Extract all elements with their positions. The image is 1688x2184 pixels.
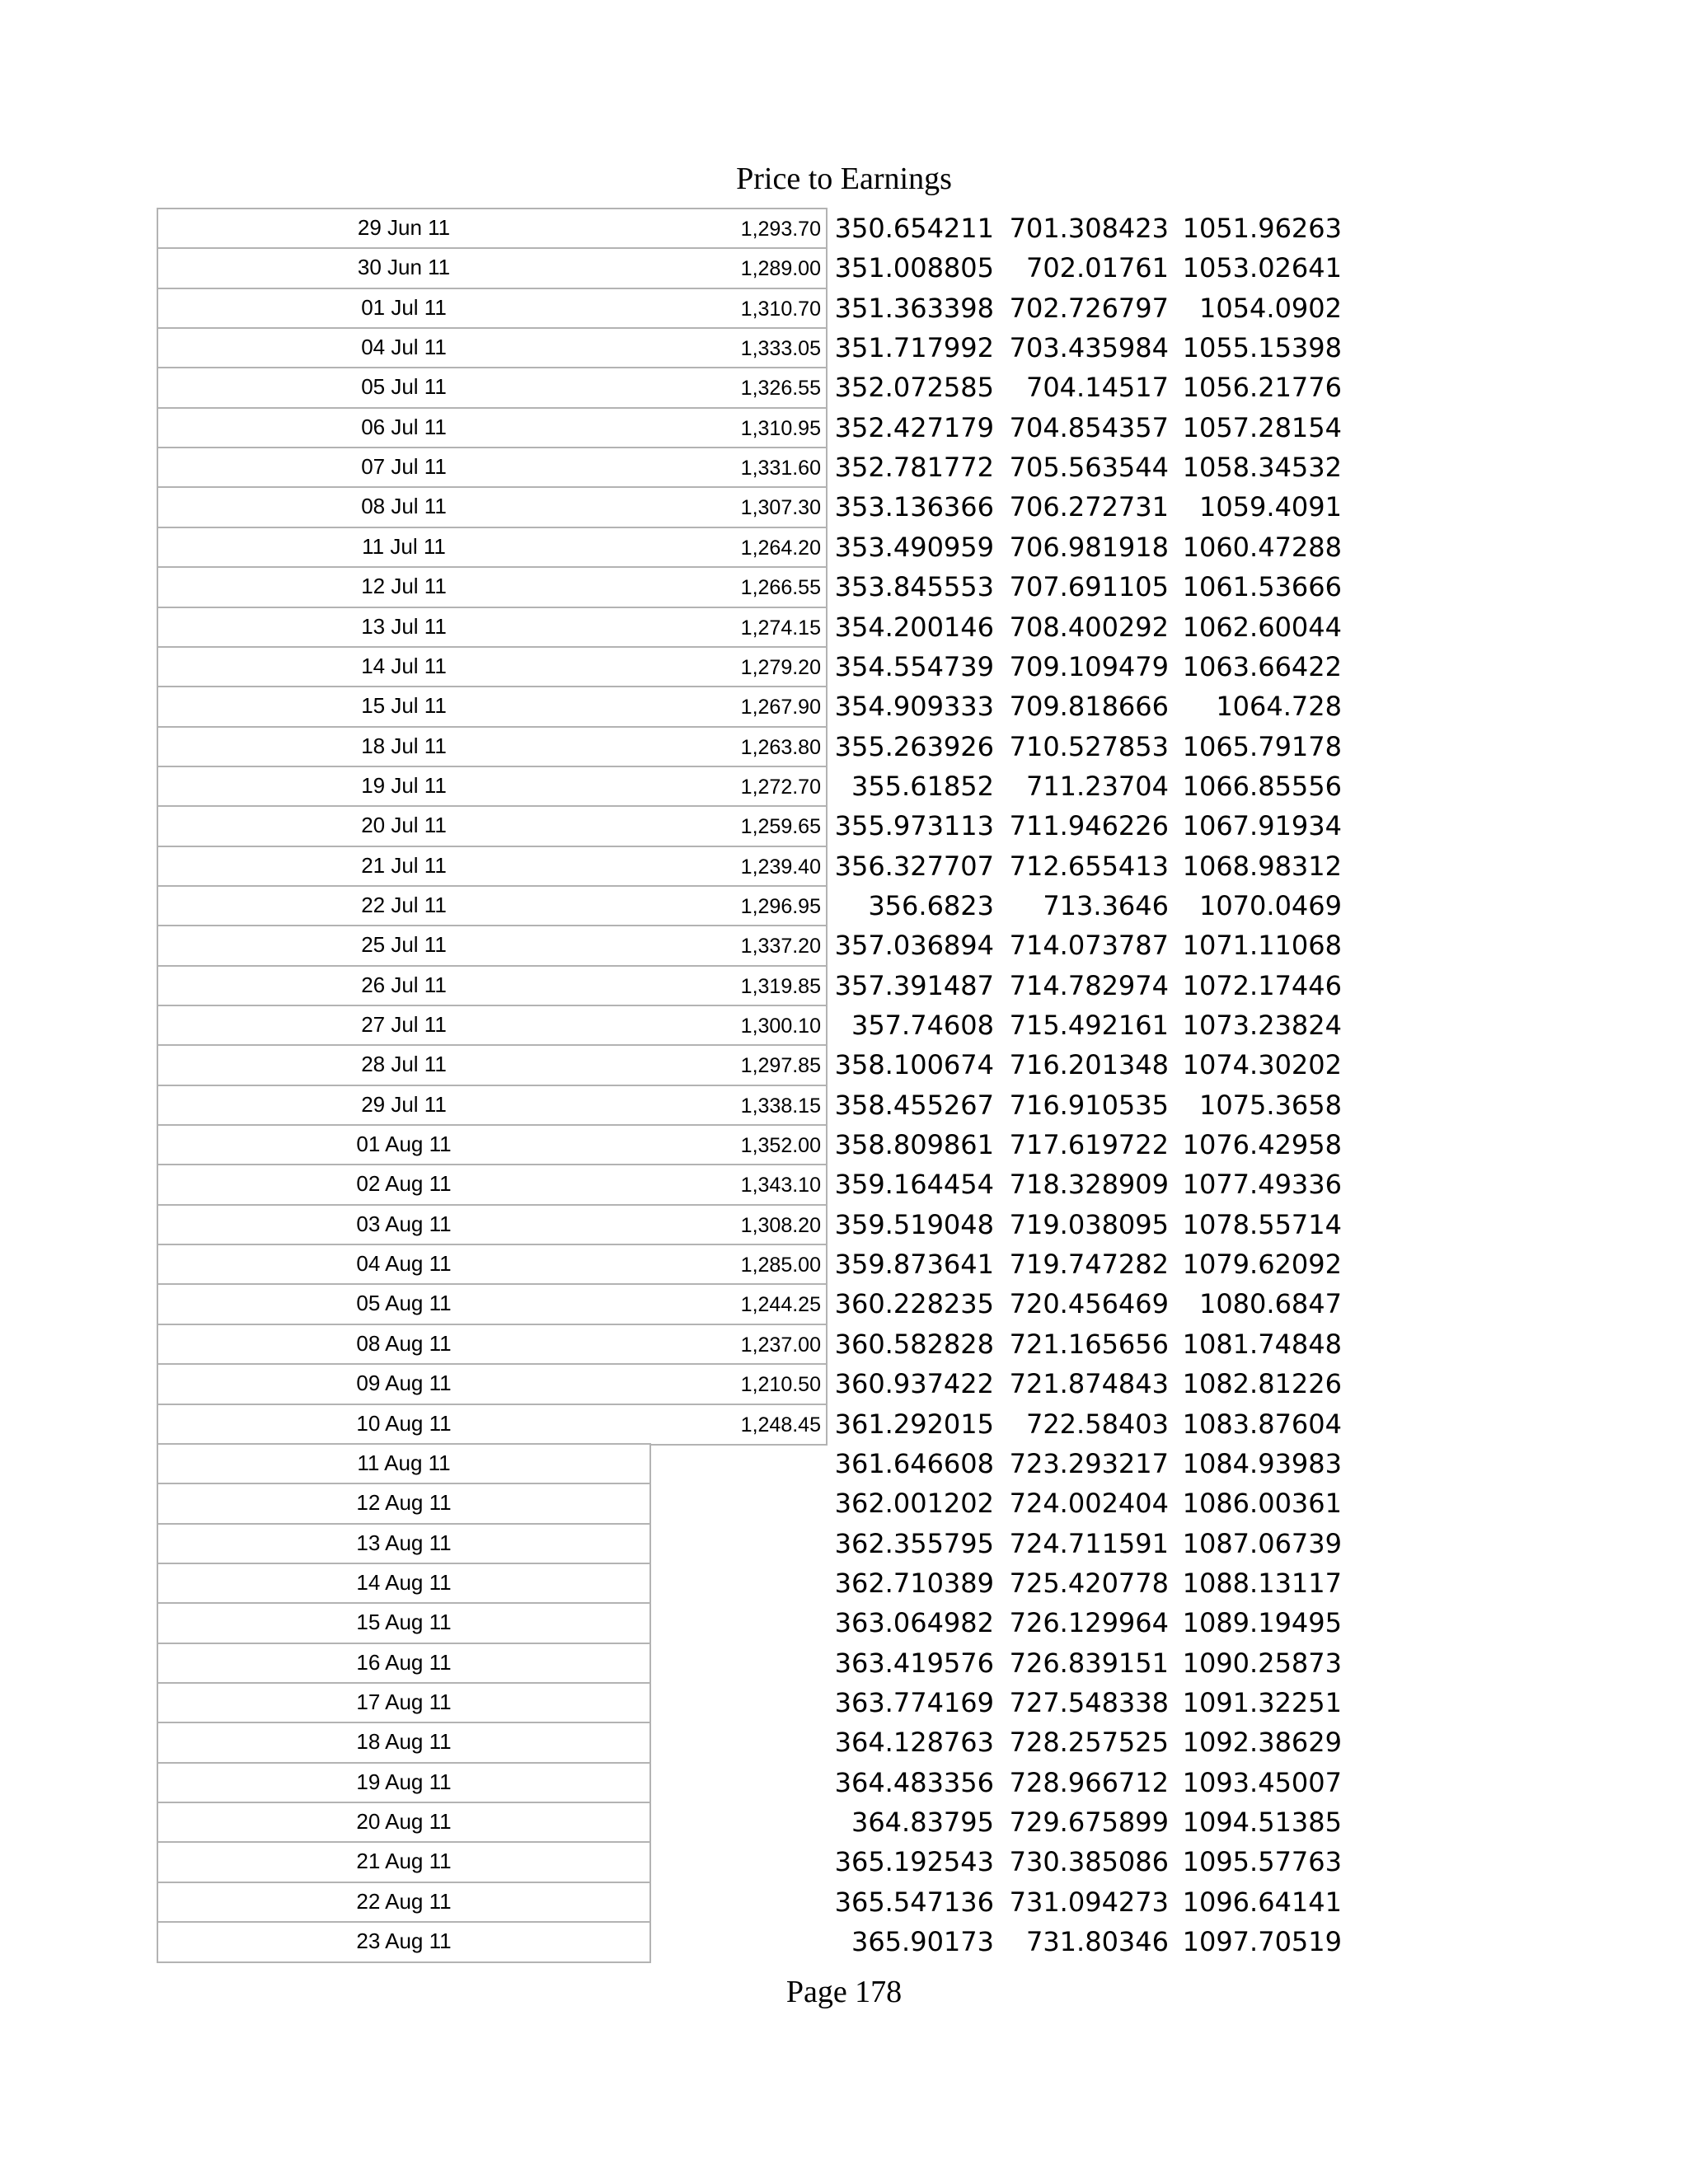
table-row — [0, 1643, 1688, 1683]
table-row — [0, 1283, 1688, 1324]
value-cell-1: 353.845553 — [834, 571, 994, 603]
value-cell-2: 709.818666 — [1009, 691, 1169, 723]
table-row — [0, 1085, 1688, 1125]
date-cell: 04 Jul 11 — [157, 327, 651, 369]
value-cell-3: 1066.85556 — [1182, 770, 1342, 802]
value-cell-2: 731.094273 — [1009, 1886, 1169, 1918]
value-cell-2: 716.201348 — [1009, 1049, 1169, 1081]
table-row — [0, 1204, 1688, 1244]
value-cell-3: 1090.25873 — [1182, 1647, 1342, 1679]
date-cell: 15 Aug 11 — [157, 1602, 651, 1644]
value-cell-2: 716.910535 — [1009, 1089, 1169, 1121]
table-row — [0, 327, 1688, 368]
date-cell: 23 Aug 11 — [157, 1921, 651, 1963]
value-cell-1: 356.6823 — [868, 889, 994, 921]
value-cell-1: 365.90173 — [851, 1926, 994, 1958]
price-cell: 1,263.80 — [649, 726, 828, 768]
value-cell-1: 353.136366 — [834, 491, 994, 523]
date-cell: 15 Jul 11 — [157, 686, 651, 728]
value-cell-2: 704.14517 — [1025, 372, 1169, 404]
value-cell-1: 360.582828 — [834, 1328, 994, 1360]
value-cell-1: 354.909333 — [834, 691, 994, 723]
value-cell-3: 1064.728 — [1216, 691, 1342, 723]
table-row — [0, 1005, 1688, 1045]
value-cell-2: 706.981918 — [1009, 531, 1169, 563]
value-cell-2: 712.655413 — [1009, 850, 1169, 882]
date-cell: 11 Jul 11 — [157, 527, 651, 569]
date-cell: 21 Jul 11 — [157, 846, 651, 888]
value-cell-3: 1071.11068 — [1182, 930, 1342, 962]
price-cell: 1,297.85 — [649, 1044, 828, 1086]
value-cell-1: 359.164454 — [834, 1169, 994, 1201]
price-cell: 1,210.50 — [649, 1363, 828, 1405]
page-title-text: Price to Earnings — [736, 162, 952, 196]
table-row — [0, 1324, 1688, 1364]
table-row — [0, 885, 1688, 926]
value-cell-3: 1083.87604 — [1182, 1408, 1342, 1440]
value-cell-2: 729.675899 — [1009, 1807, 1169, 1838]
price-cell: 1,285.00 — [649, 1244, 828, 1286]
price-cell: 1,237.00 — [649, 1324, 828, 1366]
table-row — [0, 1363, 1688, 1404]
date-cell: 30 Jun 11 — [157, 247, 651, 289]
table-row — [0, 607, 1688, 647]
date-cell: 13 Jul 11 — [157, 607, 651, 649]
value-cell-3: 1056.21776 — [1182, 372, 1342, 404]
value-cell-1: 363.774169 — [834, 1686, 994, 1718]
table-row — [0, 1802, 1688, 1842]
value-cell-3: 1082.81226 — [1182, 1368, 1342, 1400]
value-cell-1: 362.710389 — [834, 1567, 994, 1599]
value-cell-3: 1055.15398 — [1182, 332, 1342, 364]
value-cell-1: 362.001202 — [834, 1488, 994, 1520]
table-row — [0, 288, 1688, 328]
date-cell: 20 Aug 11 — [157, 1802, 651, 1844]
value-cell-2: 730.385086 — [1009, 1846, 1169, 1878]
date-cell: 28 Jul 11 — [157, 1044, 651, 1086]
date-cell: 19 Jul 11 — [157, 766, 651, 808]
price-cell: 1,326.55 — [649, 367, 828, 409]
value-cell-1: 350.654211 — [834, 213, 994, 244]
value-cell-2: 709.109479 — [1009, 650, 1169, 682]
value-cell-2: 721.165656 — [1009, 1328, 1169, 1360]
date-cell: 12 Jul 11 — [157, 566, 651, 608]
value-cell-1: 352.781772 — [834, 452, 994, 484]
value-cell-3: 1053.02641 — [1182, 252, 1342, 284]
table-row — [0, 1404, 1688, 1444]
value-cell-1: 353.490959 — [834, 531, 994, 563]
value-cell-3: 1074.30202 — [1182, 1049, 1342, 1081]
table-row — [0, 367, 1688, 407]
price-cell: 1,352.00 — [649, 1124, 828, 1166]
value-cell-2: 718.328909 — [1009, 1169, 1169, 1201]
price-cell: 1,319.85 — [649, 965, 828, 1007]
table-row — [0, 1563, 1688, 1603]
value-cell-1: 358.100674 — [834, 1049, 994, 1081]
date-cell: 14 Jul 11 — [157, 646, 651, 688]
table-row — [0, 1044, 1688, 1085]
value-cell-3: 1054.0902 — [1198, 292, 1342, 324]
table-row — [0, 566, 1688, 607]
value-cell-1: 359.873641 — [834, 1249, 994, 1281]
table-row — [0, 1244, 1688, 1284]
date-cell: 26 Jul 11 — [157, 965, 651, 1007]
value-cell-1: 360.937422 — [834, 1368, 994, 1400]
value-cell-2: 703.435984 — [1009, 332, 1169, 364]
value-cell-2: 711.946226 — [1009, 810, 1169, 842]
value-cell-3: 1076.42958 — [1182, 1129, 1342, 1161]
value-cell-3: 1070.0469 — [1198, 889, 1342, 921]
date-cell: 22 Aug 11 — [157, 1882, 651, 1924]
value-cell-2: 702.01761 — [1025, 252, 1169, 284]
value-cell-1: 361.646608 — [834, 1447, 994, 1479]
date-cell: 17 Aug 11 — [157, 1682, 651, 1724]
table-row — [0, 1722, 1688, 1762]
date-cell: 21 Aug 11 — [157, 1841, 651, 1883]
value-cell-1: 361.292015 — [834, 1408, 994, 1440]
table-row — [0, 527, 1688, 567]
value-cell-3: 1079.62092 — [1182, 1249, 1342, 1281]
page-number: Page 178 — [785, 1975, 903, 2009]
value-cell-3: 1094.51385 — [1182, 1807, 1342, 1838]
value-cell-3: 1057.28154 — [1182, 411, 1342, 443]
value-cell-2: 704.854357 — [1009, 411, 1169, 443]
date-cell: 07 Jul 11 — [157, 447, 651, 489]
table-row — [0, 447, 1688, 487]
value-cell-2: 725.420778 — [1009, 1567, 1169, 1599]
table-row — [0, 1443, 1688, 1483]
value-cell-3: 1096.64141 — [1182, 1886, 1342, 1918]
price-cell: 1,289.00 — [649, 247, 828, 289]
table-row — [0, 846, 1688, 886]
value-cell-2: 728.966712 — [1009, 1766, 1169, 1798]
price-cell: 1,272.70 — [649, 766, 828, 808]
table-row — [0, 1762, 1688, 1802]
date-cell: 06 Jul 11 — [157, 407, 651, 449]
table-row — [0, 766, 1688, 806]
value-cell-1: 360.228235 — [834, 1288, 994, 1320]
value-cell-2: 726.839151 — [1009, 1647, 1169, 1679]
price-cell: 1,296.95 — [649, 885, 828, 927]
value-cell-2: 726.129964 — [1009, 1607, 1169, 1639]
value-cell-1: 351.717992 — [834, 332, 994, 364]
value-cell-1: 356.327707 — [834, 850, 994, 882]
date-cell: 29 Jul 11 — [157, 1085, 651, 1127]
price-cell: 1,248.45 — [649, 1404, 828, 1446]
value-cell-2: 705.563544 — [1009, 452, 1169, 484]
value-cell-1: 364.483356 — [834, 1766, 994, 1798]
value-cell-3: 1058.34532 — [1182, 452, 1342, 484]
value-cell-1: 355.263926 — [834, 730, 994, 762]
date-cell: 10 Aug 11 — [157, 1404, 651, 1446]
price-cell: 1,338.15 — [649, 1085, 828, 1127]
table-row — [0, 1882, 1688, 1922]
value-cell-2: 702.726797 — [1009, 292, 1169, 324]
price-cell: 1,343.10 — [649, 1164, 828, 1206]
date-cell: 18 Jul 11 — [157, 726, 651, 768]
value-cell-3: 1087.06739 — [1182, 1527, 1342, 1559]
value-cell-2: 714.782974 — [1009, 969, 1169, 1001]
date-cell: 16 Aug 11 — [157, 1643, 651, 1685]
price-cell: 1,300.10 — [649, 1005, 828, 1047]
value-cell-1: 352.427179 — [834, 411, 994, 443]
date-cell: 03 Aug 11 — [157, 1204, 651, 1246]
value-cell-2: 714.073787 — [1009, 930, 1169, 962]
date-cell: 29 Jun 11 — [157, 208, 651, 250]
date-cell: 05 Jul 11 — [157, 367, 651, 409]
table-row — [0, 208, 1688, 248]
date-cell: 14 Aug 11 — [157, 1563, 651, 1605]
price-cell: 1,279.20 — [649, 646, 828, 688]
value-cell-1: 357.74608 — [851, 1010, 994, 1041]
value-cell-1: 364.128763 — [834, 1727, 994, 1759]
price-cell: 1,239.40 — [649, 846, 828, 888]
value-cell-3: 1081.74848 — [1182, 1328, 1342, 1360]
value-cell-3: 1080.6847 — [1198, 1288, 1342, 1320]
price-cell: 1,337.20 — [649, 925, 828, 967]
value-cell-2: 701.308423 — [1009, 213, 1169, 244]
price-cell: 1,259.65 — [649, 805, 828, 847]
value-cell-1: 354.200146 — [834, 611, 994, 643]
value-cell-2: 719.747282 — [1009, 1249, 1169, 1281]
price-cell: 1,264.20 — [649, 527, 828, 569]
value-cell-3: 1062.60044 — [1182, 611, 1342, 643]
value-cell-1: 358.455267 — [834, 1089, 994, 1121]
table-row — [0, 1483, 1688, 1523]
date-cell: 25 Jul 11 — [157, 925, 651, 967]
value-cell-3: 1097.70519 — [1182, 1926, 1342, 1958]
date-cell: 08 Jul 11 — [157, 486, 651, 528]
value-cell-2: 710.527853 — [1009, 730, 1169, 762]
value-cell-1: 354.554739 — [834, 650, 994, 682]
value-cell-3: 1075.3658 — [1198, 1089, 1342, 1121]
value-cell-3: 1088.13117 — [1182, 1567, 1342, 1599]
value-cell-3: 1084.93983 — [1182, 1447, 1342, 1479]
date-cell: 04 Aug 11 — [157, 1244, 651, 1286]
value-cell-1: 365.547136 — [834, 1886, 994, 1918]
value-cell-3: 1078.55714 — [1182, 1208, 1342, 1240]
price-cell: 1,266.55 — [649, 566, 828, 608]
value-cell-3: 1065.79178 — [1182, 730, 1342, 762]
table-row — [0, 726, 1688, 766]
value-cell-1: 363.419576 — [834, 1647, 994, 1679]
value-cell-2: 708.400292 — [1009, 611, 1169, 643]
value-cell-2: 715.492161 — [1009, 1010, 1169, 1041]
value-cell-1: 352.072585 — [834, 372, 994, 404]
value-cell-1: 363.064982 — [834, 1607, 994, 1639]
value-cell-2: 724.002404 — [1009, 1488, 1169, 1520]
price-cell: 1,333.05 — [649, 327, 828, 369]
value-cell-3: 1051.96263 — [1182, 213, 1342, 244]
table-row — [0, 646, 1688, 687]
value-cell-1: 355.973113 — [834, 810, 994, 842]
table-row — [0, 1921, 1688, 1961]
value-cell-1: 358.809861 — [834, 1129, 994, 1161]
value-cell-2: 720.456469 — [1009, 1288, 1169, 1320]
date-cell: 20 Jul 11 — [157, 805, 651, 847]
value-cell-3: 1061.53666 — [1182, 571, 1342, 603]
price-cell: 1,310.95 — [649, 407, 828, 449]
table-row — [0, 247, 1688, 288]
price-cell: 1,331.60 — [649, 447, 828, 489]
value-cell-1: 364.83795 — [851, 1807, 994, 1838]
value-cell-2: 728.257525 — [1009, 1727, 1169, 1759]
date-cell: 27 Jul 11 — [157, 1005, 651, 1047]
date-cell: 01 Aug 11 — [157, 1124, 651, 1166]
value-cell-3: 1067.91934 — [1182, 810, 1342, 842]
price-cell: 1,293.70 — [649, 208, 828, 250]
price-cell: 1,244.25 — [649, 1283, 828, 1325]
value-cell-2: 722.58403 — [1025, 1408, 1169, 1440]
value-cell-3: 1093.45007 — [1182, 1766, 1342, 1798]
value-cell-3: 1073.23824 — [1182, 1010, 1342, 1041]
table-row — [0, 686, 1688, 726]
value-cell-2: 723.293217 — [1009, 1447, 1169, 1479]
value-cell-1: 355.61852 — [851, 770, 994, 802]
date-cell: 08 Aug 11 — [157, 1324, 651, 1366]
value-cell-2: 727.548338 — [1009, 1686, 1169, 1718]
value-cell-1: 359.519048 — [834, 1208, 994, 1240]
table-row — [0, 1164, 1688, 1204]
value-cell-1: 365.192543 — [834, 1846, 994, 1878]
value-cell-2: 721.874843 — [1009, 1368, 1169, 1400]
value-cell-2: 724.711591 — [1009, 1527, 1169, 1559]
value-cell-1: 357.391487 — [834, 969, 994, 1001]
value-cell-3: 1089.19495 — [1182, 1607, 1342, 1639]
price-cell: 1,307.30 — [649, 486, 828, 528]
value-cell-2: 707.691105 — [1009, 571, 1169, 603]
table-row — [0, 1602, 1688, 1643]
value-cell-3: 1072.17446 — [1182, 969, 1342, 1001]
price-cell: 1,310.70 — [649, 288, 828, 330]
table-row — [0, 1124, 1688, 1165]
value-cell-2: 717.619722 — [1009, 1129, 1169, 1161]
price-cell: 1,274.15 — [649, 607, 828, 649]
date-cell: 11 Aug 11 — [157, 1443, 651, 1485]
date-cell: 22 Jul 11 — [157, 885, 651, 927]
value-cell-3: 1086.00361 — [1182, 1488, 1342, 1520]
value-cell-3: 1059.4091 — [1198, 491, 1342, 523]
date-cell: 05 Aug 11 — [157, 1283, 651, 1325]
table-row — [0, 1841, 1688, 1882]
value-cell-1: 351.008805 — [834, 252, 994, 284]
value-cell-2: 719.038095 — [1009, 1208, 1169, 1240]
table-row — [0, 1682, 1688, 1722]
value-cell-3: 1092.38629 — [1182, 1727, 1342, 1759]
date-cell: 12 Aug 11 — [157, 1483, 651, 1525]
value-cell-3: 1095.57763 — [1182, 1846, 1342, 1878]
date-cell: 02 Aug 11 — [157, 1164, 651, 1206]
date-cell: 09 Aug 11 — [157, 1363, 651, 1405]
date-cell: 13 Aug 11 — [157, 1523, 651, 1565]
price-cell: 1,267.90 — [649, 686, 828, 728]
value-cell-1: 351.363398 — [834, 292, 994, 324]
table-row — [0, 486, 1688, 527]
value-cell-3: 1060.47288 — [1182, 531, 1342, 563]
value-cell-2: 711.23704 — [1025, 770, 1169, 802]
value-cell-2: 731.80346 — [1025, 1926, 1169, 1958]
value-cell-1: 362.355795 — [834, 1527, 994, 1559]
value-cell-3: 1091.32251 — [1182, 1686, 1342, 1718]
table-row — [0, 925, 1688, 965]
price-cell: 1,308.20 — [649, 1204, 828, 1246]
date-cell: 18 Aug 11 — [157, 1722, 651, 1764]
date-cell: 19 Aug 11 — [157, 1762, 651, 1804]
value-cell-2: 713.3646 — [1043, 889, 1169, 921]
value-cell-3: 1077.49336 — [1182, 1169, 1342, 1201]
date-cell: 01 Jul 11 — [157, 288, 651, 330]
table-row — [0, 407, 1688, 448]
table-row — [0, 805, 1688, 846]
value-cell-1: 357.036894 — [834, 930, 994, 962]
value-cell-3: 1068.98312 — [1182, 850, 1342, 882]
table-row — [0, 1523, 1688, 1563]
value-cell-3: 1063.66422 — [1182, 650, 1342, 682]
table-row — [0, 965, 1688, 1005]
value-cell-2: 706.272731 — [1009, 491, 1169, 523]
